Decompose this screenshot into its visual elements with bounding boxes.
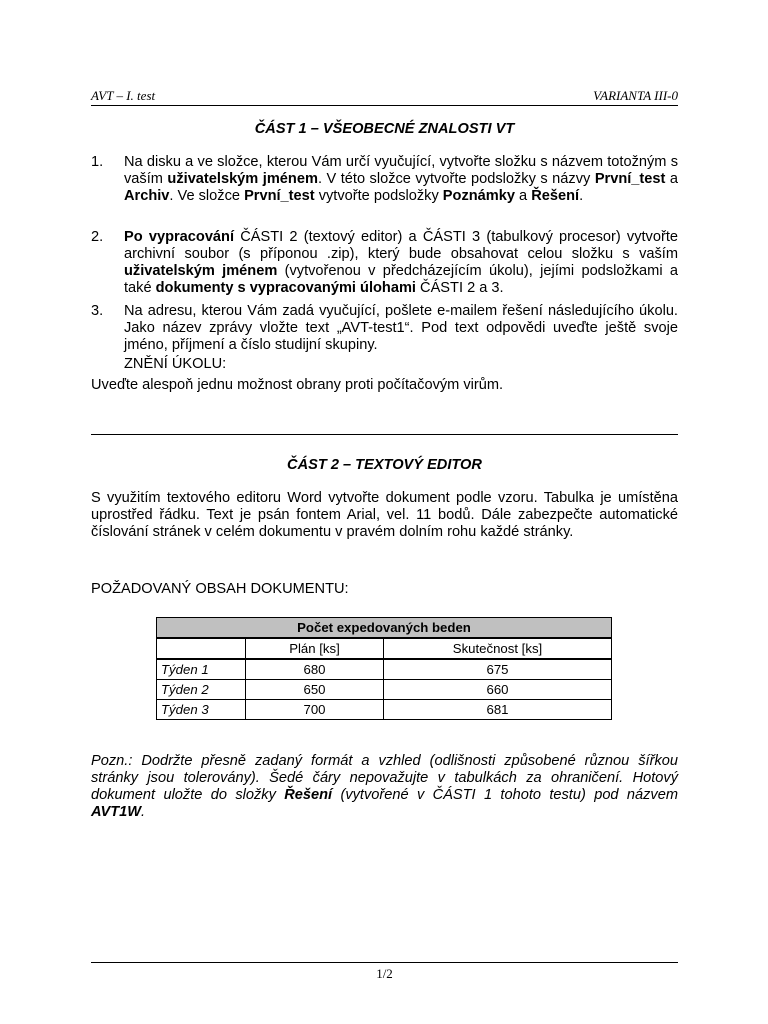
- bold-run: Řešení: [284, 787, 333, 803]
- list-item-number: 3.: [91, 303, 104, 319]
- header-test-name: AVT – I. test: [91, 88, 156, 103]
- list-item-number: 1.: [91, 154, 104, 170]
- column-header-plan: Plán [ks]: [246, 638, 384, 659]
- bold-run: Archiv: [124, 188, 170, 204]
- table-corner-cell: [157, 638, 246, 659]
- row-label: Týden 3: [157, 700, 246, 720]
- part2-title: ČÁST 2 – TEXTOVÝ EDITOR: [287, 457, 482, 473]
- note-paragraph: [91, 753, 678, 821]
- text-run: (vytvořené v ČÁSTI 1 tohoto testu) pod názvem: [332, 787, 679, 803]
- bold-run: Poznámky: [442, 188, 515, 204]
- shipment-table: [156, 617, 612, 720]
- text-run: ČÁSTI 2 (textový editor) a ČÁSTI 3 (tabulkový procesor) vytvořte archivní soubor (s příponou .zip), který bude obsahovat celou složku s vaším: [124, 229, 678, 262]
- row-label: Týden 1: [157, 659, 246, 680]
- list-item-text: [124, 229, 678, 297]
- bold-run: dokumenty s vypracovanými úlohami: [155, 280, 416, 296]
- bold-run: Řešení: [531, 188, 580, 204]
- list-item-text: [124, 154, 678, 205]
- text-run: ČÁSTI 2 a 3.: [415, 280, 504, 296]
- bold-run: První_test: [594, 171, 666, 187]
- text-run: .: [579, 188, 584, 204]
- task-text: Uveďte alespoň jednu možnost obrany proti počítačovým virům.: [91, 377, 504, 393]
- bold-run: První_test: [244, 188, 315, 204]
- part2-intro: S využitím textového editoru Word vytvořte dokument podle vzoru. Tabulka je umístěna uprostřed řádku. Text je psán fontem Arial, vel. 11 bodů. Dále zabezpečte automatické číslování stránek v celém dokumentu v pravém dolním rohu každé stránky.: [91, 490, 678, 540]
- text-run: a: [665, 171, 679, 187]
- bold-run: AVT1W: [91, 804, 141, 820]
- text-run: . V této složce vytvořte podsložky s názvy: [317, 171, 595, 187]
- text-run: (vytvořenou v předcházejícím úkolu), jejími podsložkami a také: [124, 263, 678, 296]
- actual-value: 660: [384, 680, 612, 700]
- text-run: .: [141, 804, 146, 820]
- part1-title: ČÁST 1 – VŠEOBECNÉ ZNALOSTI VT: [254, 121, 515, 137]
- table-header-row: [157, 638, 612, 659]
- header-variant: VARIANTA III-0: [593, 88, 678, 103]
- table-caption: Počet expedovaných beden: [157, 618, 612, 639]
- list-item-number: 2.: [91, 229, 104, 245]
- bold-run: uživatelským jménem: [167, 171, 318, 187]
- text-run: Na disku a ve složce, kterou Vám určí vyučující, vytvořte složku s názvem totožným s vaším: [124, 154, 678, 187]
- header-rule: [91, 105, 678, 106]
- task-label: ZNĚNÍ ÚKOLU:: [124, 356, 227, 372]
- text-run: Pozn.: Dodržte přesně zadaný formát a vzhled (odlišnosti způsobené různou šířkou stránky jsou tolerovány). Šedé čáry nepovažujte v tabulkách za ohraničení. Hotový dokument uložte do složky: [91, 753, 678, 803]
- text-run: Na adresu, kterou Vám zadá vyučující, pošlete e-mailem řešení následujícího úkolu. Jako název zprávy vložte text „AVT-test1“. Pod text odpovědi uveďte ještě svoje jméno, příjmení a číslo studijní skupiny.: [124, 303, 678, 353]
- actual-value: 681: [384, 700, 612, 720]
- table-row: [157, 680, 612, 700]
- footer-rule: [91, 962, 678, 963]
- page-number: 1/2: [376, 966, 393, 981]
- list-item-text: [124, 303, 678, 354]
- column-header-actual: Skutečnost [ks]: [384, 638, 612, 659]
- plan-value: 680: [246, 659, 384, 680]
- bold-run: uživatelským jménem: [124, 263, 278, 279]
- required-content-label: POŽADOVANÝ OBSAH DOKUMENTU:: [91, 581, 349, 597]
- table-row: [157, 700, 612, 720]
- text-run: a: [514, 188, 532, 204]
- table-row: [157, 659, 612, 680]
- bold-run: Po vypracování: [124, 229, 235, 245]
- plan-value: 650: [246, 680, 384, 700]
- row-label: Týden 2: [157, 680, 246, 700]
- text-run: vytvořte podsložky: [314, 188, 443, 204]
- actual-value: 675: [384, 659, 612, 680]
- plan-value: 700: [246, 700, 384, 720]
- section-divider: [91, 434, 678, 435]
- text-run: . Ve složce: [169, 188, 245, 204]
